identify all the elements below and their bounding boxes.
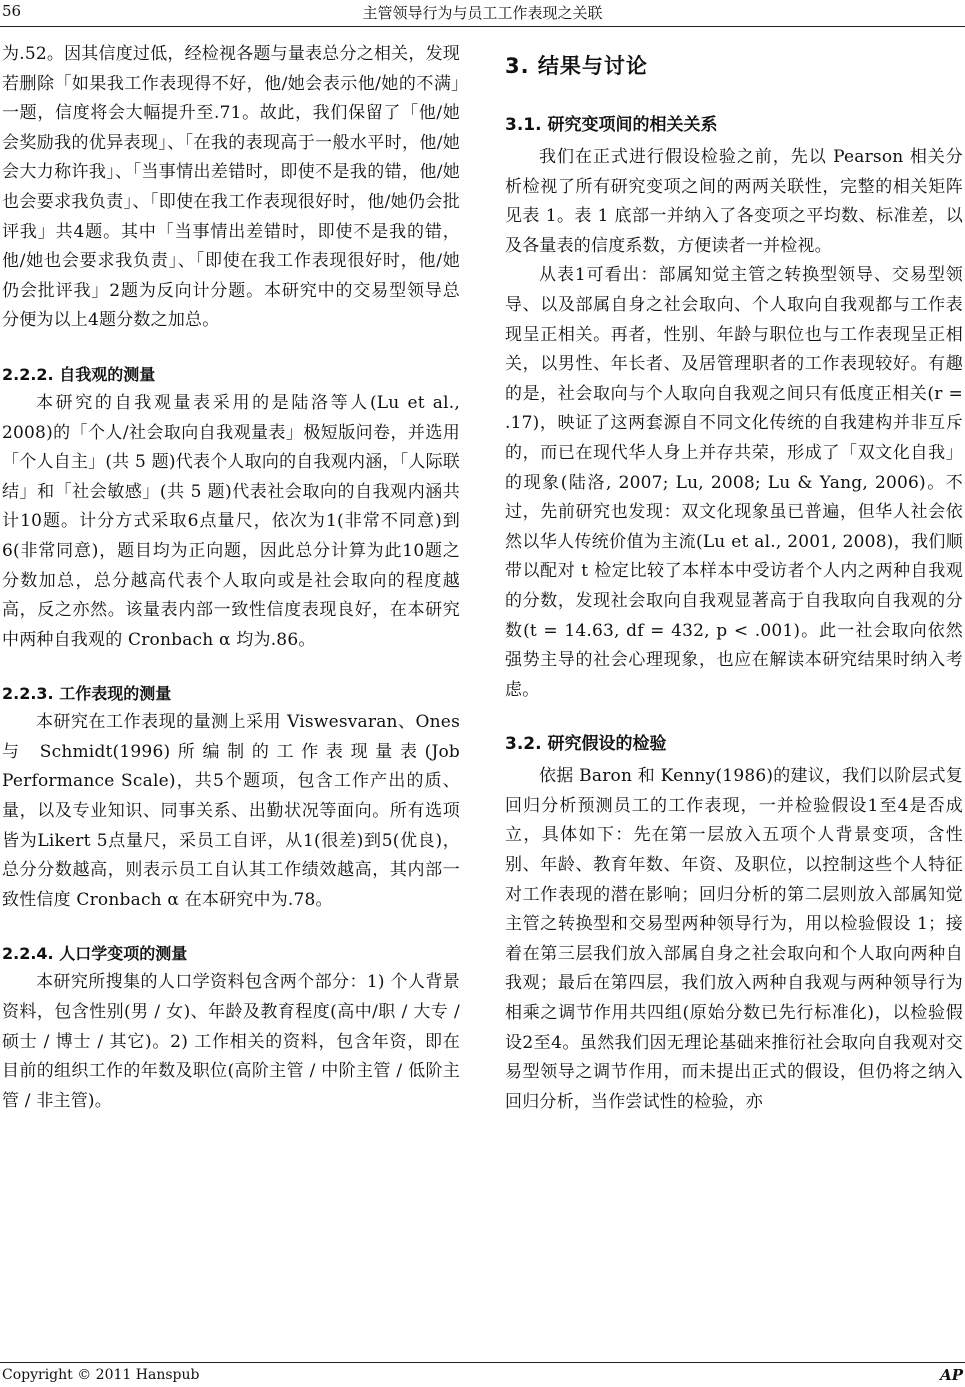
heading-2-2-3: 2.2.3. 工作表现的测量 (2, 684, 172, 704)
heading-2-2-4: 2.2.4. 人口学变项的测量 (2, 944, 188, 964)
paragraph-2-2-2: 本研究的自我观量表采用的是陆洛等人(Lu et al., 2008)的「个人/社会取向自我观量表」极短版问卷，并选用「个人自主」(共 5 题)代表个人取向的自我观内涵，「人际联结」和「社会敏感」(共 5 题)代表社会取向的自我观内涵共计10题。计分方式采取6点量尺，依次为1(非常不同意)到 6(非常同意)，题目均为正向题，因此总分计算为此10题之分数加总，总分越高代表个人取向或是社会取向的程度越高，反之亦然。该量表内部一致性信度表现良好，在本研究中两种自我观的 Cronbach α 均为.86。 (2, 392, 460, 650)
page-footer (0, 1362, 965, 1387)
paragraph-3-1-b: 从表1可看出：部属知觉主管之转换型领导、交易型领导、以及部属自身之社会取向、个人取向自我观都与工作表现呈正相关。再者，性别、年龄与职位也与工作表现呈正相关，以男性、年长者、及居管理职者的工作表现较好。有趣的是，社会取向与个人取向自我观之间只有低度正相关(r = .17)，映证了这两套源自不同文化传统的自我建构并非互斥的，而已在现代华人身上并存共荣，形成了「双文化自我」的现象(陆洛, 2007; Lu, 2008; Lu & Yang, 2006)。不过，先前研究也发现：双文化现象虽已普遍，但华人社会依然以华人传统价值为主流(Lu et al., 2001, 2008)，我们顺带以配对 t 检定比较了本样本中受访者个人内之两种自我观的分数，发现社会取向自我观显著高于自我取向自我观的分数(t = 14.63, df = 432, p < .001)。此一社会取向依然强势主导的社会心理现象，也应在解读本研究结果时纳入考虑。 (505, 265, 963, 700)
page-header (0, 0, 965, 27)
heading-3: 3. 结果与讨论 (505, 54, 648, 78)
paragraph-3-2: 依据 Baron 和 Kenny(1986)的建议，我们以阶层式复回归分析预测员工的工作表现，一并检验假设1至4是否成立，具体如下：先在第一层放入五项个人背景变项，含性别、年龄、教育年数、年资、及职位，以控制这些个人特征对工作表现的潜在影响；回归分析的第二层则放入部属知觉主管之转换型和交易型两种领导行为，用以检验假设 1；接着在第三层我们放入部属自身之社会取向和个人取向两种自我观；最后在第四层，我们放入两种自我观与两种领导行为相乘之调节作用共四组(原始分数已先行标准化)，以检验假设2至4。虽然我们因无理论基础来推衍社会取向自我观对交易型领导之调节作用，而未提出正式的假设，但仍将之纳入回归分析，当作尝试性的检验，亦 (505, 766, 963, 1112)
heading-3-2: 3.2. 研究假设的检验 (505, 734, 667, 755)
paragraph-2-2-4: 本研究所搜集的人口学资料包含两个部分：1) 个人背景资料，包含性别(男 / 女)、年龄及教育程度(高中/职 / 大专 / 硕士 / 博士 / 其它)。2) 工作相关的资料，包含年资，即在目前的组织工作的年数及职位(高阶主管 / 中阶主管 / 低阶主管 / 非主管)。 (2, 972, 460, 1111)
page-number: 56 (2, 2, 22, 20)
left-column (2, 40, 460, 1116)
copyright: Copyright © 2011 Hanspub (2, 1367, 200, 1383)
heading-3-1: 3.1. 研究变项间的相关关系 (505, 115, 718, 135)
right-column (505, 40, 963, 1117)
journal-abbreviation: AP (940, 1366, 963, 1384)
heading-2-2-2: 2.2.2. 自我观的测量 (2, 364, 156, 384)
running-title: 主管领导行为与员工工作表现之关联 (362, 4, 603, 22)
paragraph-3-1-a: 我们在正式进行假设检验之前，先以 Pearson 相关分析检视了所有研究变项之间的两两关联性，完整的相关矩阵见表 1。表 1 底部一并纳入了各变项之平均数、标准差，以及各量表的信度系数，方便读者一并检视。 (505, 147, 963, 256)
paragraph-2-2-3: 本研究在工作表现的量测上采用 Viswesvaran、Ones 与 Schmidt(1996)所编制的工作表现量表(Job Performance Scale)，共5个题项，包含工作产出的质、量，以及专业知识、同事关系、出勤状况等面向。所有选项皆为Likert 5点量尺，采员工自评，从1(很差)到5(优良)，总分分数越高，则表示员工自认其工作绩效越高，其内部一致性信度 Cronbach α 在本研究中为.78。 (2, 712, 460, 910)
paragraph-intro: 为.52。因其信度过低，经检视各题与量表总分之相关，发现若删除「如果我工作表现得不好，他/她会表示他/她的不满」一题，信度将会大幅提升至.71。故此，我们保留了「他/她会奖励我的优异表现」、「在我的表现高于一般水平时，他/她会大力称许我」、「当事情出差错时，即使不是我的错，他/她也会要求我负责」、「即使在我工作表现很好时，他/她仍会批评我」共4题。其中「当事情出差错时，即使不是我的错，他/她也会要求我负责」、「即使在我工作表现很好时，他/她仍会批评我」2题为反向计分题。本研究中的交易型领导总分便为以上4题分数之加总。 (2, 44, 460, 331)
